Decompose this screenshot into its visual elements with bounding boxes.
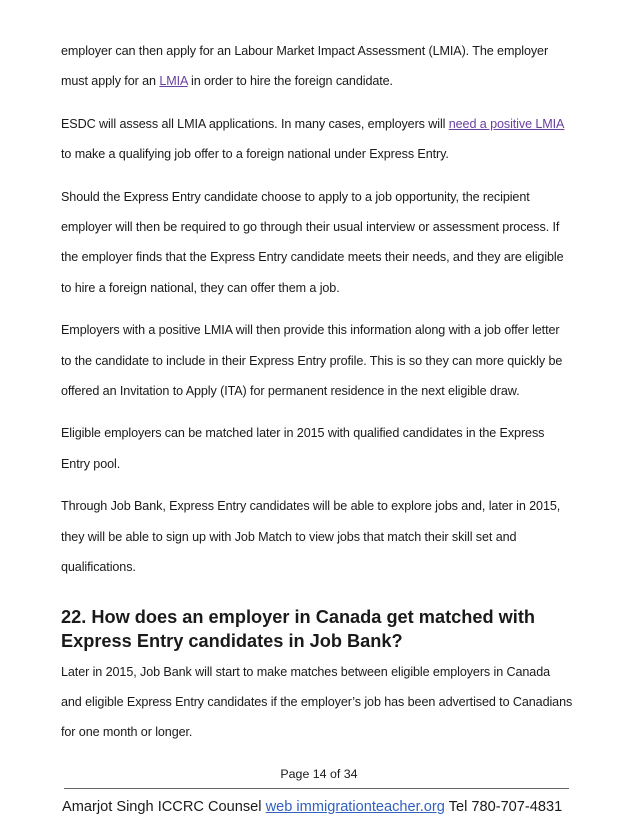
text-span: employer will then be required to go through their usual interview or assessment process. If bbox=[61, 220, 560, 235]
paragraph-eligible-employers bbox=[61, 418, 581, 479]
text-line bbox=[61, 687, 581, 717]
text-span: Through Job Bank, Express Entry candidates will be able to explore jobs and, later in 2015, bbox=[61, 499, 561, 514]
text-span: Should the Express Entry candidate choose to apply to a job opportunity, the recipient bbox=[61, 189, 530, 204]
page-number: Page 14 of 34 bbox=[280, 767, 358, 781]
text-line bbox=[61, 212, 581, 242]
footer-divider bbox=[64, 788, 569, 789]
text-span: Employers with a positive LMIA will then provide this information along with a job offer letter bbox=[61, 323, 560, 338]
text-line bbox=[61, 418, 581, 448]
text-span: ESDC will assess all LMIA applications. In many cases, employers will bbox=[61, 116, 449, 131]
text-span: Entry pool. bbox=[61, 456, 121, 471]
text-span: must apply for an bbox=[61, 74, 160, 89]
text-span: Later in 2015, Job Bank will start to make matches between eligible employers in Canada bbox=[61, 664, 551, 679]
text-line bbox=[61, 717, 581, 747]
text-line bbox=[61, 109, 581, 139]
text-line bbox=[61, 242, 581, 272]
section-heading bbox=[61, 605, 581, 653]
text-span: to hire a foreign national, they can offer them a job. bbox=[61, 280, 340, 295]
positive-lmia-link[interactable]: need a positive LMIA bbox=[448, 116, 565, 131]
phone-label: Tel 780-707-4831 bbox=[444, 799, 563, 815]
text-line bbox=[61, 376, 581, 406]
paragraph-job-offer-letter bbox=[61, 315, 581, 406]
heading-line: Express Entry candidates in Job Bank? bbox=[61, 630, 403, 651]
paragraph-esdc-assessment bbox=[61, 109, 581, 170]
text-line bbox=[61, 522, 581, 552]
text-line bbox=[61, 273, 581, 303]
text-span: to make a qualifying job offer to a foreign national under Express Entry. bbox=[61, 147, 449, 162]
text-line bbox=[61, 449, 581, 479]
paragraph-answer bbox=[61, 657, 581, 748]
text-line bbox=[61, 346, 581, 376]
text-span: they will be able to sign up with Job Match to view jobs that match their skill set and bbox=[61, 529, 517, 544]
text-span: to the candidate to include in their Express Entry profile. This is so they can more quickly be bbox=[61, 353, 563, 368]
text-span: and eligible Express Entry candidates if the employer’s job has been advertised to Canadians bbox=[61, 694, 573, 709]
text-span: Eligible employers can be matched later in 2015 with qualified candidates in the Express bbox=[61, 426, 545, 441]
text-span: employer can then apply for an Labour Market Impact Assessment (LMIA). The employer bbox=[61, 44, 549, 58]
lmia-link[interactable]: LMIA bbox=[159, 74, 188, 89]
paragraph-job-opportunity bbox=[61, 182, 581, 304]
website-link[interactable]: web immigrationteacher.org bbox=[265, 799, 445, 815]
text-line bbox=[61, 182, 581, 212]
text-line bbox=[61, 552, 581, 582]
paragraph-lmia-application bbox=[61, 36, 581, 97]
text-span: qualifications. bbox=[61, 560, 136, 575]
text-line bbox=[61, 315, 581, 345]
text-span: offered an Invitation to Apply (ITA) for permanent residence in the next eligible draw. bbox=[61, 384, 520, 399]
text-line bbox=[61, 66, 581, 96]
heading-line: 22. How does an employer in Canada get matched with bbox=[61, 606, 535, 627]
footer-contact bbox=[62, 799, 562, 815]
text-line bbox=[61, 491, 581, 521]
text-line bbox=[61, 139, 581, 169]
text-span: for one month or longer. bbox=[61, 725, 193, 740]
text-line bbox=[61, 36, 581, 66]
author-label: Amarjot Singh ICCRC Counsel bbox=[62, 799, 266, 815]
text-line bbox=[61, 657, 581, 687]
document-page bbox=[61, 36, 581, 748]
paragraph-job-bank bbox=[61, 491, 581, 582]
text-span: the employer finds that the Express Entry candidate meets their needs, and they are eligible bbox=[61, 250, 564, 265]
text-span: in order to hire the foreign candidate. bbox=[187, 74, 393, 89]
